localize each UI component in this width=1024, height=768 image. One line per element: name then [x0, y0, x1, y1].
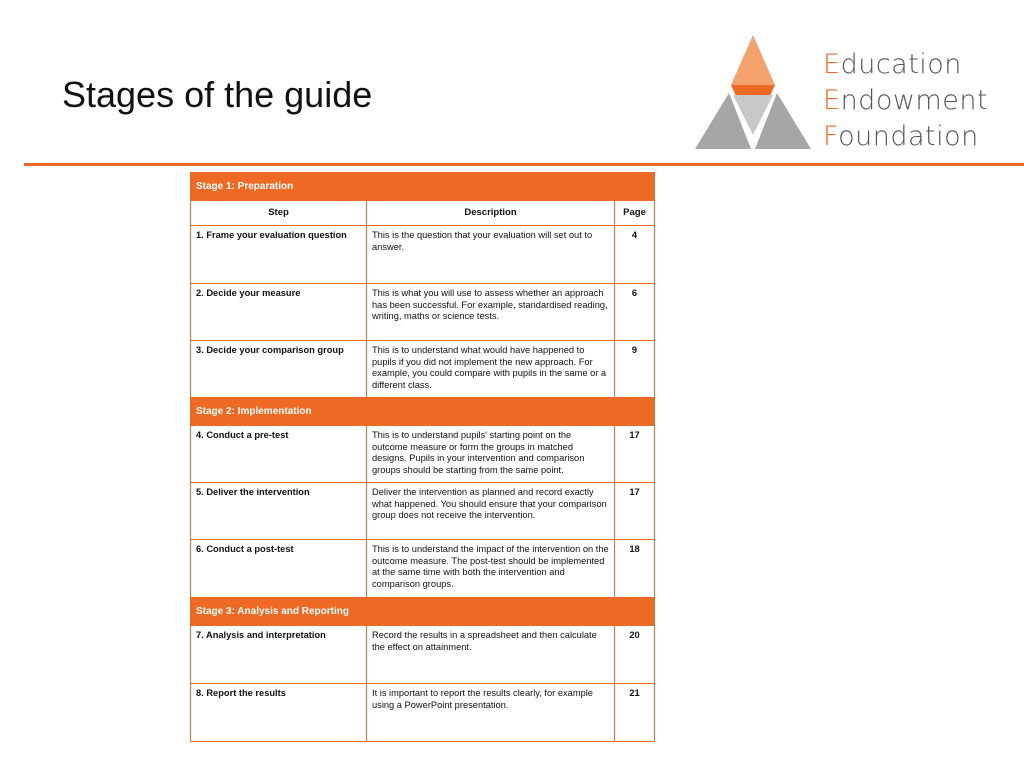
- description-cell: This is to understand the impact of the intervention on the outcome measure. The post-test should be implemented at the same time with both the intervention and comparison groups.: [367, 540, 615, 598]
- stage-row: [191, 598, 655, 626]
- table-row: [191, 626, 655, 684]
- table-row: [191, 341, 655, 398]
- stage-row: [191, 398, 655, 426]
- table-row: [191, 540, 655, 598]
- logo-line-2: Endowment: [823, 85, 989, 116]
- description-cell: This is the question that your evaluation will set out to answer.: [367, 226, 615, 284]
- description-cell: This is to understand pupils' starting point on the outcome measure or form the groups in matched designs. Pupils in your intervention and comparison groups should be starting from the same point.: [367, 426, 615, 483]
- header-page: Page: [615, 201, 655, 226]
- logo-line-3: Foundation: [823, 121, 979, 152]
- slide-title: Stages of the guide: [62, 74, 373, 115]
- table-row: [191, 226, 655, 284]
- step-cell: 6. Conduct a post-test: [191, 540, 367, 598]
- step-cell: 8. Report the results: [191, 684, 367, 742]
- page-cell: 17: [615, 483, 655, 540]
- step-cell: 4. Conduct a pre-test: [191, 426, 367, 483]
- stage-label: Stage 3: Analysis and Reporting: [191, 598, 655, 626]
- step-cell: 5. Deliver the intervention: [191, 483, 367, 540]
- stage-row: [191, 173, 655, 201]
- header-step: Step: [191, 201, 367, 226]
- eef-logo: [693, 33, 1013, 153]
- page-cell: 21: [615, 684, 655, 742]
- page-cell: 4: [615, 226, 655, 284]
- description-cell: Record the results in a spreadsheet and then calculate the effect on attainment.: [367, 626, 615, 684]
- page-cell: 17: [615, 426, 655, 483]
- page-cell: 20: [615, 626, 655, 684]
- description-cell: This is to understand what would have happened to pupils if you did not implement the new approach. For example, you could compare with pupils in the same or a different class.: [367, 341, 615, 398]
- step-cell: 3. Decide your comparison group: [191, 341, 367, 398]
- page-cell: 9: [615, 341, 655, 398]
- description-cell: It is important to report the results clearly, for example using a PowerPoint presentation.: [367, 684, 615, 742]
- step-cell: 7. Analysis and interpretation: [191, 626, 367, 684]
- table-row: [191, 426, 655, 483]
- stage-label: Stage 2: Implementation: [191, 398, 655, 426]
- page-cell: 18: [615, 540, 655, 598]
- step-cell: 1. Frame your evaluation question: [191, 226, 367, 284]
- eef-triangle-logo-icon: [693, 33, 818, 153]
- step-cell: 2. Decide your measure: [191, 284, 367, 341]
- page-cell: 6: [615, 284, 655, 341]
- logo-line-1: Education: [823, 49, 962, 80]
- description-cell: This is what you will use to assess whether an approach has been successful. For example, standardised reading, writing, maths or science tests.: [367, 284, 615, 341]
- stages-table: [190, 172, 655, 742]
- table-row: [191, 483, 655, 540]
- header-description: Description: [367, 201, 615, 226]
- stage-label: Stage 1: Preparation: [191, 173, 655, 201]
- description-cell: Deliver the intervention as planned and record exactly what happened. You should ensure that your comparison group does not receive the intervention.: [367, 483, 615, 540]
- table-row: [191, 284, 655, 341]
- logo-wordmark: [823, 47, 988, 155]
- title-divider: [24, 163, 1024, 166]
- header-row: [191, 201, 655, 226]
- table-row: [191, 684, 655, 742]
